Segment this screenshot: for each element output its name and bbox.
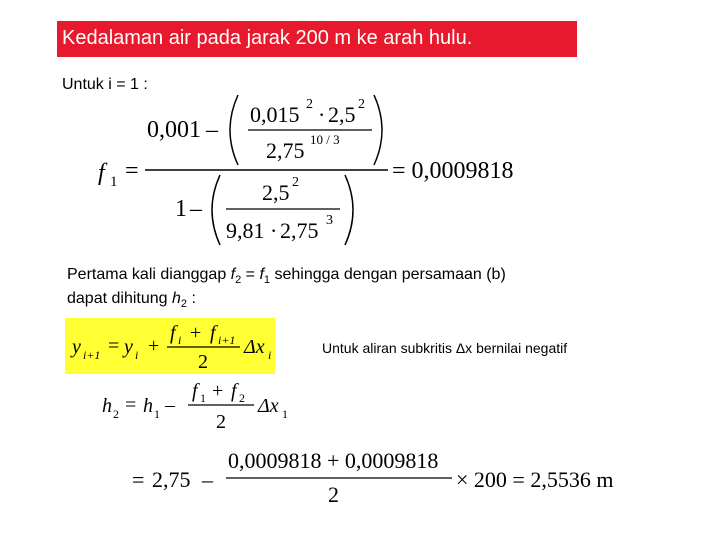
h2-subscript: 2 bbox=[180, 298, 188, 311]
paragraph-text-2: dapat dihitung bbox=[67, 290, 172, 307]
inner-num-a-exp: 2 bbox=[306, 97, 313, 112]
inner-num-dot: · bbox=[318, 102, 326, 127]
f1-equals: = bbox=[125, 158, 139, 184]
inner-num-a: 0,015 bbox=[250, 102, 300, 127]
f1-sym: f bbox=[192, 380, 198, 402]
f4-a: 2,75 bbox=[152, 467, 191, 492]
den-const: 1 bbox=[175, 196, 187, 222]
h2-sub-f: 2 bbox=[113, 407, 119, 421]
page-title: Kedalaman air pada jarak 200 m ke arah hulu. bbox=[62, 27, 473, 49]
inner-num-b: 2,5 bbox=[328, 102, 356, 127]
inner-den-exp: 10 / 3 bbox=[310, 132, 340, 147]
f2-sym: f bbox=[231, 380, 237, 402]
f4-den: 2 bbox=[328, 482, 339, 507]
h2-symbol-f: h bbox=[102, 395, 112, 417]
fi-plus: + bbox=[190, 322, 202, 344]
h2-eq: = bbox=[125, 394, 137, 416]
den-inner-den-exp: 3 bbox=[326, 213, 333, 228]
yi-symbol: y bbox=[124, 336, 133, 358]
h2-symbol: h bbox=[171, 290, 181, 307]
formula2-den: 2 bbox=[198, 351, 208, 373]
dx-symbol: Δx bbox=[244, 336, 265, 358]
h1-sub: 1 bbox=[154, 407, 160, 421]
f4-num: 0,0009818 + 0,0009818 bbox=[228, 448, 439, 473]
fi-sub: i bbox=[178, 333, 182, 347]
fi1-sub: i+1 bbox=[218, 333, 236, 347]
h-minus: – bbox=[165, 394, 175, 416]
yi-sub: i bbox=[135, 348, 139, 362]
den-minus: – bbox=[190, 196, 202, 222]
f1-symbol: f bbox=[98, 160, 105, 186]
fi1-symbol: f bbox=[210, 322, 216, 344]
f4-times: × 200 = 2,5536 m bbox=[456, 467, 614, 492]
f1-subscript: 1 bbox=[110, 174, 118, 190]
y-eq: = bbox=[108, 335, 120, 357]
dx1-sub: 1 bbox=[282, 407, 288, 421]
den-inner-den-a: 9,81 bbox=[226, 218, 265, 243]
den-inner-num-exp: 2 bbox=[292, 175, 299, 190]
note-text: Untuk aliran subkritis Δx bernilai negatif bbox=[322, 340, 568, 356]
f4-eq: = bbox=[132, 467, 145, 492]
f2-sub: 2 bbox=[239, 391, 245, 405]
subtitle: Untuk i = 1 : bbox=[62, 76, 148, 93]
num-minus: – bbox=[206, 117, 218, 143]
yi-plus: + bbox=[148, 335, 160, 357]
f2-symbol: f bbox=[230, 266, 236, 283]
f2-subscript: 2 bbox=[235, 274, 242, 287]
equals: = bbox=[241, 266, 260, 283]
fi-symbol: f bbox=[170, 322, 176, 344]
formula3-den: 2 bbox=[216, 411, 226, 433]
inner-den: 2,75 bbox=[266, 138, 305, 163]
h1-symbol: h bbox=[143, 395, 153, 417]
f1-result: = 0,0009818 bbox=[392, 158, 514, 184]
f1-symbol-text: f bbox=[259, 266, 264, 283]
den-inner-den-b: 2,75 bbox=[280, 218, 319, 243]
f1-sub: 1 bbox=[200, 391, 206, 405]
y-symbol: y bbox=[72, 336, 81, 358]
paragraph-colon: : bbox=[187, 290, 196, 307]
y-sub: i+1 bbox=[83, 348, 101, 362]
f1-subscript-text: 1 bbox=[263, 274, 271, 287]
den-inner-num: 2,5 bbox=[262, 180, 290, 205]
dx1-symbol: Δx bbox=[258, 395, 279, 417]
inner-num-b-exp: 2 bbox=[358, 97, 365, 112]
dx-sub: i bbox=[268, 348, 272, 362]
num-const: 0,001 bbox=[147, 117, 201, 143]
den-inner-den-dot: · bbox=[270, 218, 278, 243]
f-plus: + bbox=[212, 380, 224, 402]
paragraph-text: Pertama kali dianggap bbox=[67, 266, 231, 283]
paragraph-text-end: sehingga dengan persamaan (b) bbox=[270, 266, 506, 283]
f4-minus: – bbox=[202, 467, 213, 492]
